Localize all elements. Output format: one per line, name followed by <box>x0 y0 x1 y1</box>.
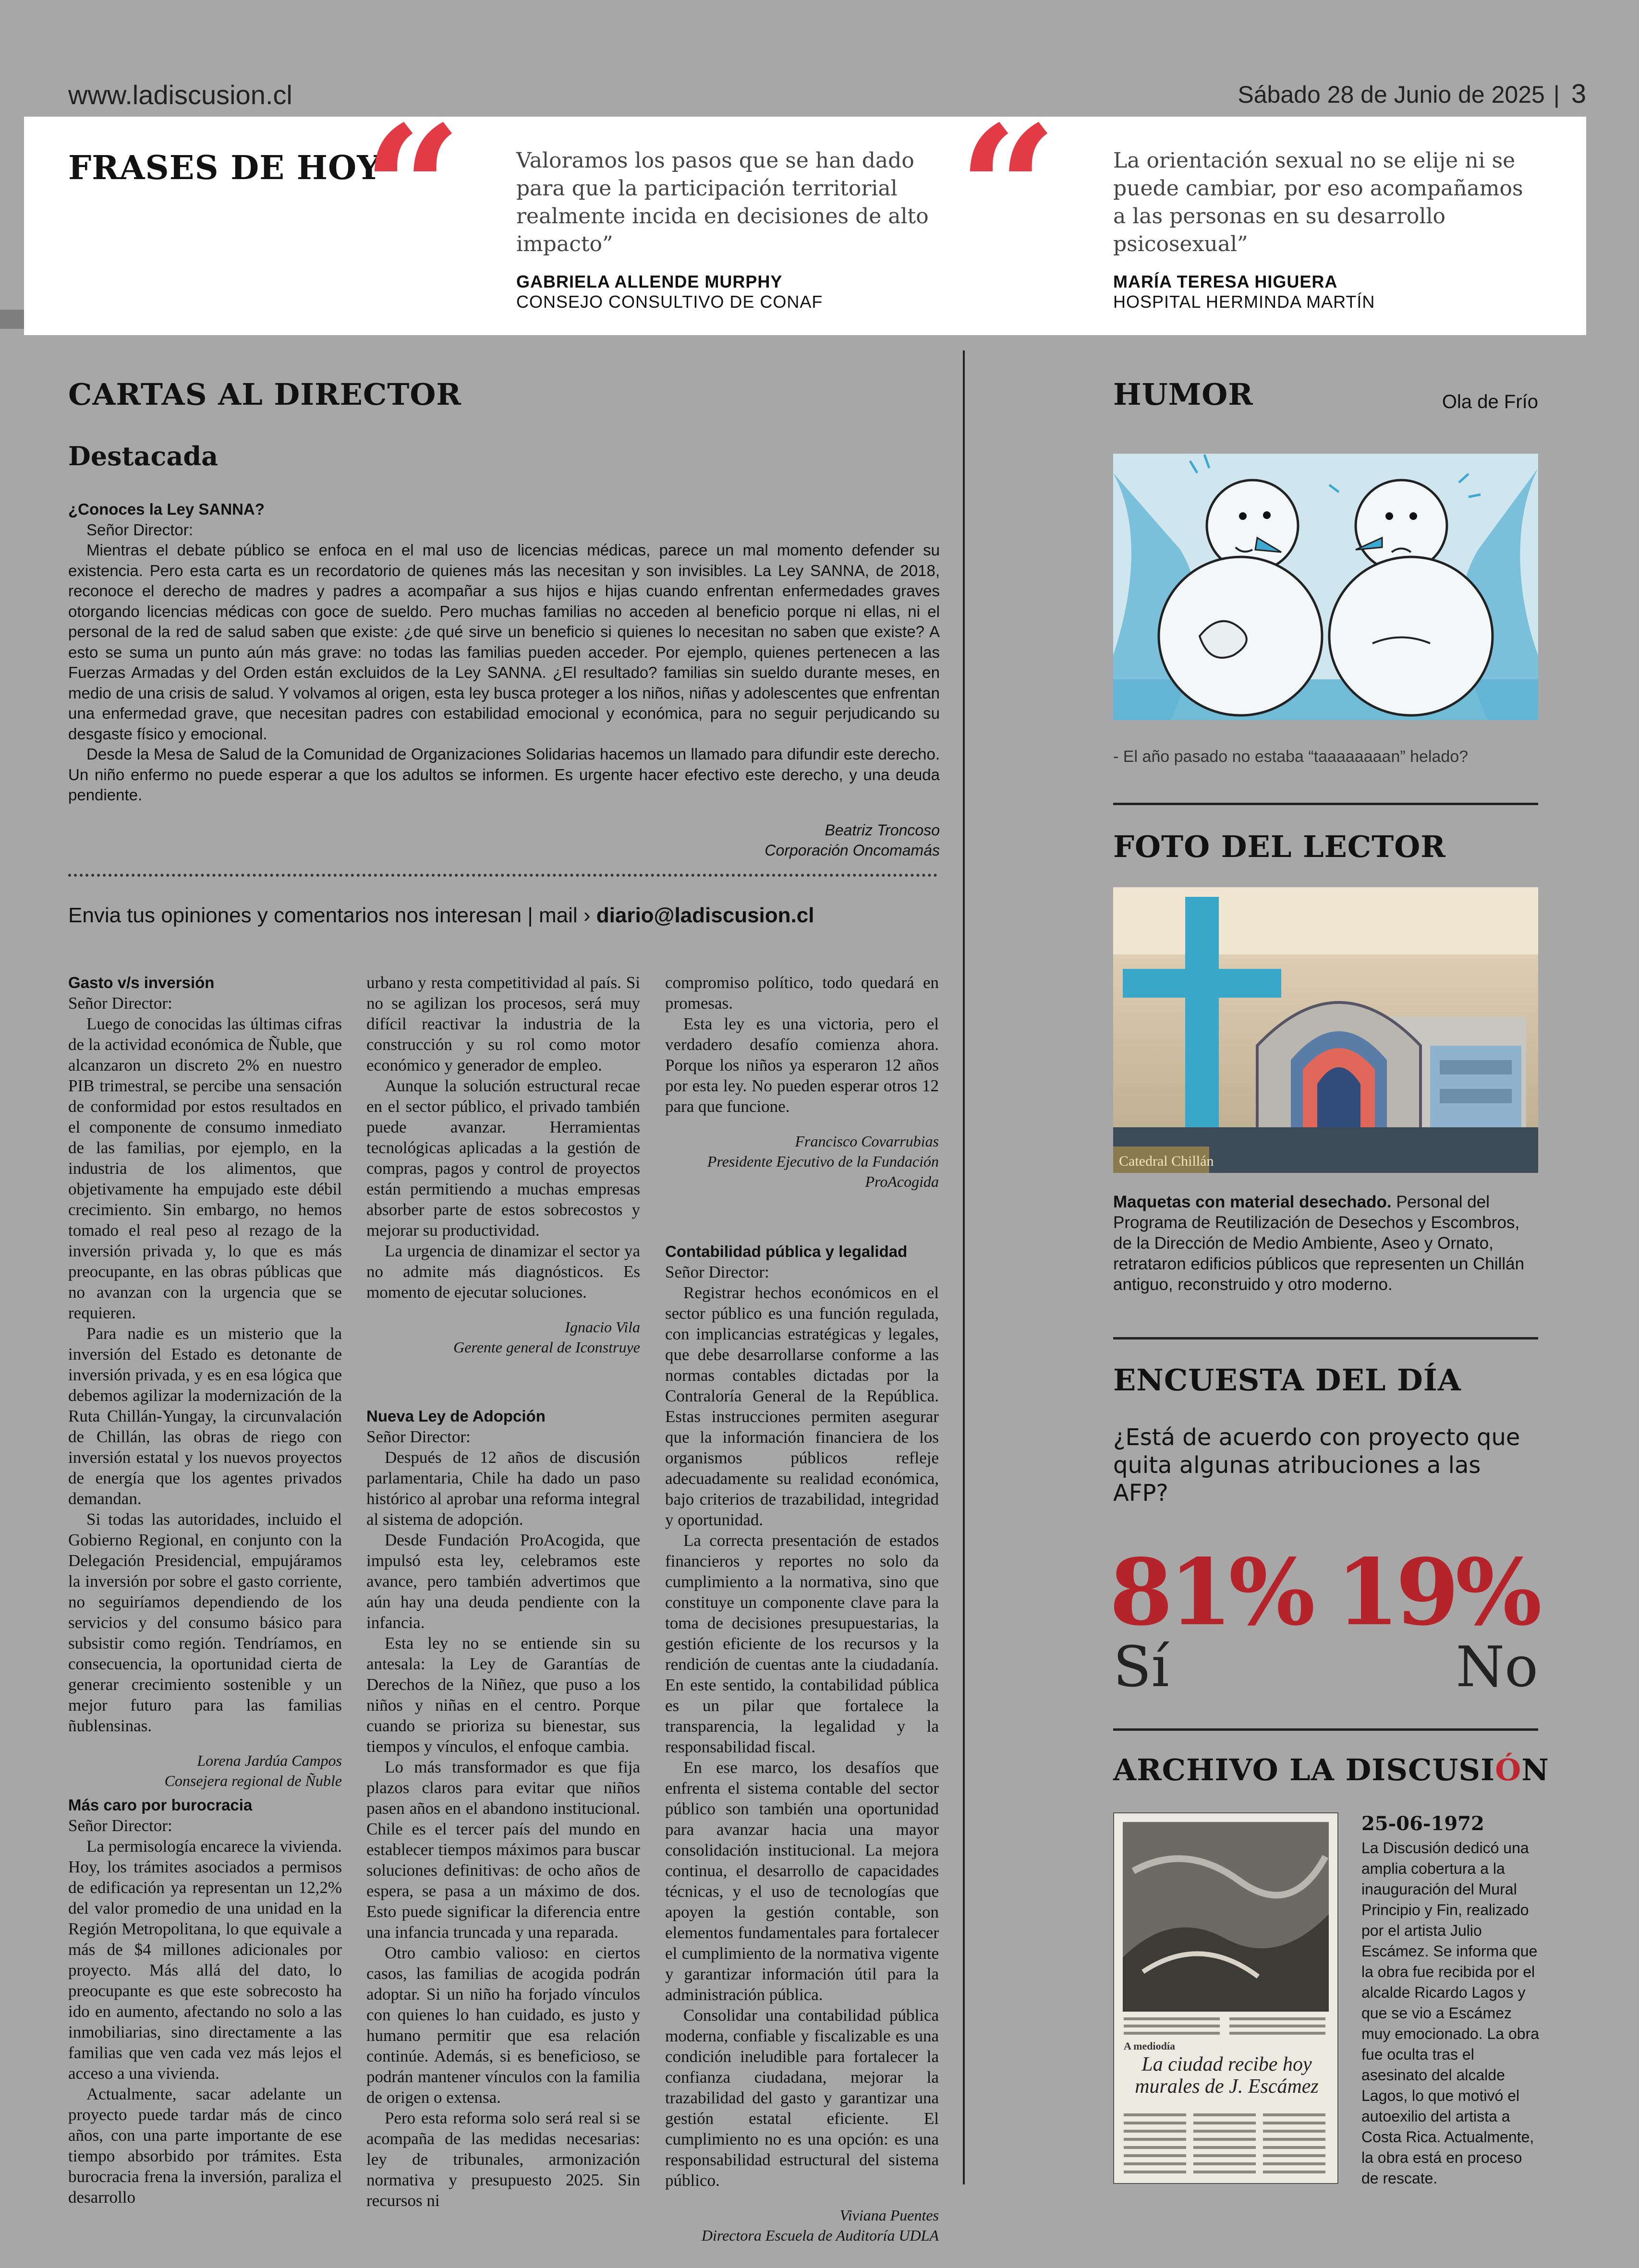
cartoon-title: Ola de Frío <box>1442 391 1538 412</box>
featured-paragraph: Mientras el debate público se enfoca en el mal uso de licencias médicas, parece un mal momento defender su existencia. Pero esta carta es un recordatorio de quienes más las necesitan y son invisibles. La Ley SANNA, de 2018, reconoce el derecho de madres y padres a acompañar a sus hijos e hijas cuando enfrentan enfermedades graves otorgando licencias médicas con goce de sueldo. Pero muchas familias no acceden al beneficio porque ni ellas, ni el personal de la red de salud saben que existe: ¿de qué sirve un beneficio si quienes lo necesitan no saben que existe? A esto se suma un punto aún más grave: no todas las familias pueden acceder. Por ejemplo, quienes pertenecen a las Fuerzas Armadas y del Orden están excluidos de la Ley SANNA. ¿El resultado? familias sin sueldo durante meses, en medio de una crisis de salud. Y volvamos al origen, esta ley busca proteger a los niños, niñas y adolescentes que enfrentan una enfermedad grave, que necesitan padres con estabilidad emocional y económica, para no seguir perjudicando su desgaste físico y emocional. <box>68 541 940 743</box>
letter-paragraph: En ese marco, los desafíos que enfrenta el sistema contable del sector público son también una oportunidad para avanzar hacia una mayor consolidación institucional. La mejora continua, el desarrollo de capacidades técnicas, y el uso de tecnologías que apoyen la gestión contable, son elementos fundamentales para fortalecer el cumplimiento de la normativa vigente y garantizar información útil para la administración pública. <box>665 1758 939 2004</box>
featured-salutation: Señor Director: <box>86 520 193 539</box>
archivo-title-accent: Ó <box>1495 1752 1522 1787</box>
quote-2-org: HOSPITAL HERMINDA MARTÍN <box>1113 292 1375 312</box>
date-separator: | <box>1553 81 1560 108</box>
signature-name: Ignacio Vila <box>565 1318 640 1336</box>
page-number: 3 <box>1571 78 1586 109</box>
cartas-title: CARTAS AL DIRECTOR <box>68 377 461 412</box>
quote-mark-icon: “ <box>958 88 1058 291</box>
snowmen-cartoon-illustration <box>1113 454 1538 720</box>
featured-paragraph: Desde la Mesa de Salud de la Comunidad de Organizaciones Solidarias hacemos un llamado para difundir este derecho. Un niño enfermo no puede esperar a que los adultos se informen. Es urgente hacer efectivo este derecho, y una deuda pendiente. <box>68 745 940 804</box>
letter-paragraph: La correcta presentación de estados financieros y reportes no solo da cumplimiento a la normativa, sino que constituye un componente clave para la toma de decisiones presupuestarias, la gestión eficiente de los recursos y la rendición de cuentas ante la ciudadanía. En este sentido, la contabilidad pública es un pilar que fortalece la transparencia, la legalidad y la responsabilidad fiscal. <box>665 1531 939 1756</box>
clipping-headline: La ciudad recibe hoy murales de J. Escámez <box>1135 2053 1319 2098</box>
section-rule <box>1113 803 1538 805</box>
signature-name: Francisco Covarrubias <box>795 1133 939 1150</box>
signature-org: Presidente Ejecutivo de la Fundación ProAcogida <box>707 1153 939 1190</box>
featured-headline: ¿Conoces la Ley SANNA? <box>68 500 265 518</box>
yes-label: Sí <box>1113 1635 1169 1700</box>
letter-caro <box>68 1795 342 2208</box>
contact-text: Envia tus opiniones y comentarios nos interesan | mail › <box>68 904 596 927</box>
letter-salutation: Señor Director: <box>366 1427 471 1446</box>
letter-signature <box>68 1750 342 1791</box>
letter-signature <box>665 2205 939 2245</box>
clipping-kicker: A mediodía <box>1124 2040 1175 2052</box>
letter-paragraph: Esta ley no se entiende sin su antesala: la Ley de Garantías de Derechos de la Niñez, que puso a los niños y niñas en el centro. Porque cuando se prioriza su bienestar, sus tiempos y vínculos, el enfoque cambia. <box>366 1634 640 1756</box>
letter-caro-continued <box>366 972 640 1357</box>
signature-org: Directora Escuela de Auditoría UDLA <box>701 2227 939 2244</box>
letter-paragraph: urbano y resta competitividad al país. Si no se agilizan los procesos, será muy difícil reactivar la industria de la construcción y su rol como motor económico y generador de empleo. <box>366 973 640 1074</box>
signature-org: Corporación Oncomamás <box>765 841 940 859</box>
dotted-divider <box>68 874 937 877</box>
letter-paragraph: Otro cambio valioso: en ciertos casos, las familias de acogida podrán adoptar. Si un niño ha forjado vínculos con quienes lo han cuidado, es justo y humano permitir que esa relación continúe. Además, si es beneficioso, se podrán mantener vínculos con la familia de origen o extensa. <box>366 1943 640 2107</box>
encuesta-question: ¿Está de acuerdo con proyecto que quita algunas atribuciones a las AFP? <box>1113 1424 1520 1507</box>
letter-paragraph: Esta ley es una victoria, pero el verdadero desafío comienza ahora. Porque los niños ya esperaron 12 años por esta ley. No pueden esperar otros 12 para que funcione. <box>665 1014 939 1116</box>
archivo-title-end: N <box>1521 1752 1549 1787</box>
featured-label: Destacada <box>68 441 219 471</box>
letter-gasto <box>68 972 342 1791</box>
quote-1-text: Valoramos los pasos que se han dado para que la participación territorial realmente incida en decisiones de alto impacto” <box>516 148 929 256</box>
signature-name: Viviana Puentes <box>839 2207 939 2224</box>
letter-paragraph: La permisología encarece la vivienda. Hoy, los trámites asociados a permisos de edificación ya representan un 12,2% del valor promedio de una unidad en la Región Metropolitana, lo que equivale a más de $4 millones adicionales por proyecto. Más allá del dato, lo preocupante es que este sobrecosto ha ido en aumento, afectando no solo a las inmobiliarias, sino directamente a las familias que ven cada vez más lejos el acceso a una vivienda. <box>68 1837 342 2083</box>
site-url[interactable]: www.ladiscusion.cl <box>68 80 292 110</box>
quote-1-name: GABRIELA ALLENDE MURPHY <box>516 272 783 291</box>
frases-title: FRASES DE HOY <box>68 149 381 187</box>
letter-paragraph: Actualmente, sacar adelante un proyecto puede tardar más de cinco años, con una parte importante de ese tiempo absorbido por trámites. Esta burocracia frena la inversión, paraliza el desarrollo <box>68 2085 342 2207</box>
issue-date: Sábado 28 de Junio de 2025 <box>1238 81 1545 108</box>
letter-salutation: Señor Director: <box>665 1263 769 1281</box>
section-rule <box>1113 1337 1538 1339</box>
cathedral-model-photo <box>1113 887 1538 1173</box>
letter-salutation: Señor Director: <box>68 994 172 1013</box>
letter-adopcion <box>366 1406 640 2211</box>
archivo-title <box>1113 1752 1549 1787</box>
letter-paragraph: Luego de conocidas las últimas cifras de la actividad económica de Ñuble, que alcanzaron un discreto 2% en nuestro PIB trimestral, se percibe una sensación de conformidad por estos resultados en el componente de consumo inmediato de las familias, por ejemplo, en la industria de los alimentos, que objetivamente ha empujado este débil crecimiento. Sin embargo, no hemos tomado el real peso al rezago de la inversión privada y, lo que es más preocupante, en las obras públicas que no avanzan con la urgencia que se requieren. <box>68 1014 342 1322</box>
letter-adopcion-continued <box>665 972 939 1192</box>
letter-paragraph: Aunque la solución estructural recae en el sector público, el privado también puede avanzar. Herramientas tecnológicas aplicadas a la gestión de compras, pagos y control de proyectos están permitiendo a muchas empresas absorber parte de estos sobrecostos y mejorar su productividad. <box>366 1076 640 1240</box>
letter-headline: Nueva Ley de Adopción <box>366 1407 546 1425</box>
letter-headline: Contabilidad pública y legalidad <box>665 1243 908 1260</box>
letter-signature <box>665 1131 939 1192</box>
archivo-title-main: ARCHIVO LA DISCUSI <box>1113 1752 1495 1787</box>
quote-2-name: MARÍA TERESA HIGUERA <box>1113 272 1338 291</box>
no-percentage: 19% <box>1336 1539 1538 1646</box>
letter-paragraph: Para nadie es un misterio que la inversión del Estado es detonante de inversión privada, y es en esa lógica que debemos agilizar la modernización de la Ruta Chillán-Yungay, la circunvalación de Chillán, las obras de riego con inversión estatal y los nuevos proyectos de energía que los agentes privados demandan. <box>68 1324 342 1508</box>
quote-1 <box>516 147 948 312</box>
letter-paragraph: Registrar hechos económicos en el sector público es una función regulada, con implicancias estratégicas y legales, que debe desarrollarse conforme a las normas contables dictadas por la Contraloría General de la República. Estas instrucciones permiten asegurar que la información financiera de los organismos públicos refleje adecuadamente su realidad económica, bajo criterios de trazabilidad, integridad y oportunidad. <box>665 1283 939 1529</box>
signature-org: Gerente general de Iconstruye <box>453 1339 640 1356</box>
letter-contabilidad <box>665 1241 939 2245</box>
letter-headline: Más caro por burocracia <box>68 1796 253 1814</box>
reader-photo <box>1113 887 1538 1173</box>
encuesta-title: ENCUESTA DEL DÍA <box>1113 1363 1461 1398</box>
quote-2 <box>1113 147 1541 312</box>
humor-title: HUMOR <box>1113 377 1253 412</box>
signature-name: Lorena Jardúa Campos <box>197 1752 342 1769</box>
archivo-date: 25-06-1972 <box>1361 1812 1484 1835</box>
letter-paragraph: Lo más transformador es que fija plazos claros para evitar que niños pasen años en el abandono institucional. Chile es el tercer país del mundo en establecer tiempos máximos para buscar soluciones definitivas: de ocho años de espera, se pasa a un máximo de dos. Esto puede significar la diferencia entre una infancia truncada y una reparada. <box>366 1758 640 1942</box>
quote-mark-icon: “ <box>363 88 462 291</box>
letter-paragraph: Consolidar una contabilidad pública moderna, confiable y fiscalizable es una condición ineludible para fortalecer la confianza ciudadana, mejorar la trazabilidad del gasto y garantizar una gestión estatal eficiente. El cumplimiento no es una opción: es una responsabilidad estructural del sistema público. <box>665 2006 939 2190</box>
featured-letter <box>68 499 940 860</box>
signature-name: Beatriz Troncoso <box>825 821 940 839</box>
letter-headline: Gasto v/s inversión <box>68 974 215 991</box>
quote-1-org: CONSEJO CONSULTIVO DE CONAF <box>516 292 823 312</box>
photo-sign-text: Catedral Chillán <box>1119 1153 1214 1169</box>
archivo-text: La Discusión dedicó una amplia cobertura a la inauguración del Mural Principio y Fin, realizado por el artista Julio Escámez. Se informa que la obra fue recibida por el alcalde Ricardo Lagos y que se vio a Escámez muy emocionado. La obra fue oculta tras el asesinato del alcalde Lagos, lo que motivó el autoexilio del artista a Costa Rica. Actualmente, la obra está en proceso de rescate. <box>1361 1839 1539 2187</box>
archivo-text-block <box>1361 1812 1539 2189</box>
column-divider <box>963 350 965 2184</box>
signature-org: Consejera regional de Ñuble <box>164 1772 342 1789</box>
contact-line <box>68 904 814 928</box>
no-label: No <box>1456 1635 1538 1700</box>
foto-caption <box>1113 1192 1538 1295</box>
foto-caption-bold: Maquetas con material desechado. <box>1113 1193 1392 1211</box>
letter-paragraph: Si todas las autoridades, incluido el Gobierno Regional, en conjunto con la Delegación Presidencial, empujáramos la inversión por sobre el gasto corriente, no seguiríamos dependiendo de los servicios y del consumo básico para subsistir como región. Tendríamos, en consecuencia, la oportunidad cierta de generar crecimiento sostenible y un mejor futuro para las familias ñublensinas. <box>68 1510 342 1735</box>
newspaper-clipping-image <box>1114 1813 1337 2183</box>
foto-lector-title: FOTO DEL LECTOR <box>1113 829 1446 864</box>
contact-email-link[interactable]: diario@ladiscusion.cl <box>596 904 814 927</box>
humor-caption: - El año pasado no estaba “taaaaaaaan” helado? <box>1113 748 1469 766</box>
archive-clipping <box>1113 1812 1338 2184</box>
humor-cartoon <box>1113 454 1538 720</box>
letter-paragraph: La urgencia de dinamizar el sector ya no admite más diagnósticos. Es momento de ejecutar soluciones. <box>366 1242 640 1302</box>
dateline <box>1238 78 1586 109</box>
featured-signature <box>68 820 940 860</box>
letter-paragraph: Después de 12 años de discusión parlamentaria, Chile ha dado un paso histórico al aprobar una reforma integral al sistema de adopción. <box>366 1448 640 1529</box>
letter-salutation: Señor Director: <box>68 1816 172 1835</box>
foto-caption-text: Personal del Programa de Reutilización de Desechos y Escombros, de la Dirección de Medio Ambiente, Aseo y Ornato, retrataron edificios públicos que representen un Chillán antiguo, reconstruido y otro moderno. <box>1113 1193 1525 1294</box>
section-rule <box>1113 1728 1538 1731</box>
letter-signature <box>366 1317 640 1357</box>
yes-percentage: 81% <box>1109 1539 1311 1646</box>
letter-paragraph: Pero esta reforma solo será real si se acompaña de las medidas necesarias: ley de tribunales, armonización normativa y presupuesto 2025. Sin recursos ni <box>366 2109 640 2210</box>
letter-paragraph: compromiso político, todo quedará en promesas. <box>665 973 939 1013</box>
letter-paragraph: Desde Fundación ProAcogida, que impulsó esta ley, celebramos este avance, pero también advertimos que aún hay una deuda pendiente con la infancia. <box>366 1531 640 1632</box>
quote-2-text: La orientación sexual no se elije ni se puede cambiar, por eso acompañamos a las personas en su desarrollo psicosexual” <box>1113 148 1523 256</box>
